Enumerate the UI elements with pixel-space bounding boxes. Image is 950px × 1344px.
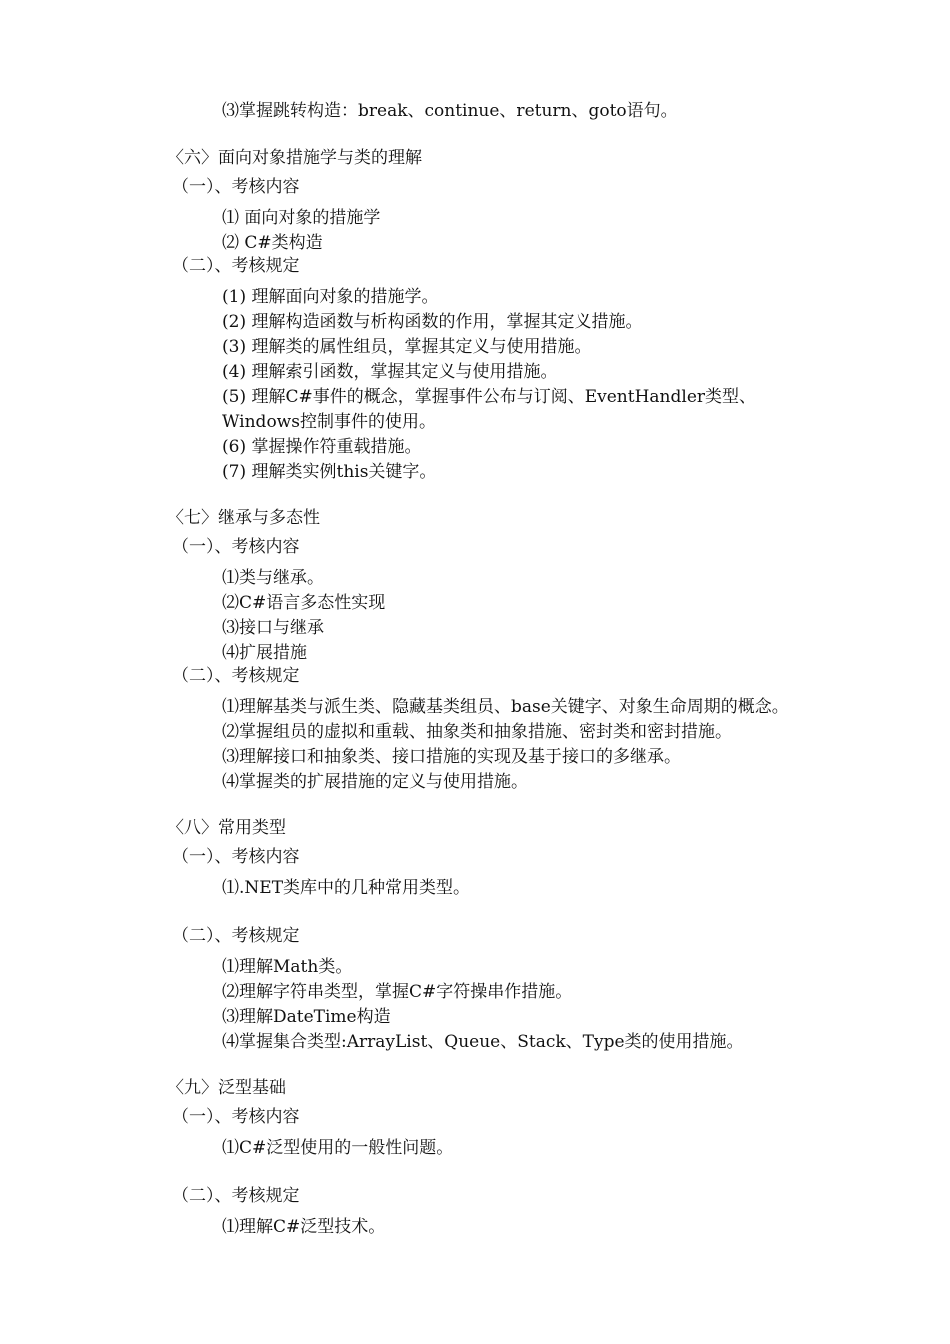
sec6-content-item: ⑴ 面向对象的措施学 [222, 208, 381, 228]
sec8-title: 〈八〉常用类型 [167, 818, 286, 838]
sec7-req-item: ⑵掌握组员的虚拟和重载、抽象类和抽象措施、密封类和密封措施。 [222, 722, 732, 742]
sec5-item-3: ⑶掌握跳转构造：break、continue、return、goto语句。 [222, 101, 678, 121]
sec6-req-item: (7) 理解类实例this关键字。 [222, 462, 437, 482]
sec7-content-item: ⑶接口与继承 [222, 618, 324, 638]
sec6-subheading-reqs: （二）、考核规定 [172, 256, 300, 276]
sec6-req-item: (2) 理解构造函数与析构函数的作用，掌握其定义措施。 [222, 312, 643, 332]
sec7-subheading-content: （一）、考核内容 [172, 537, 300, 557]
sec6-req-item: (1) 理解面向对象的措施学。 [222, 287, 439, 307]
sec6-req-item: (6) 掌握操作符重载措施。 [222, 437, 422, 457]
sec6-subheading-content: （一）、考核内容 [172, 177, 300, 197]
sec8-req-item: ⑷掌握集合类型:ArrayList、Queue、Stack、Type类的使用措施。 [222, 1032, 744, 1052]
sec9-subheading-reqs: （二）、考核规定 [172, 1186, 300, 1206]
sec9-subheading-content: （一）、考核内容 [172, 1107, 300, 1127]
sec7-req-item: ⑴理解基类与派生类、隐藏基类组员、base关键字、对象生命周期的概念。 [222, 697, 789, 717]
sec6-req-item: (3) 理解类的属性组员，掌握其定义与使用措施。 [222, 337, 592, 357]
sec7-req-item: ⑷掌握类的扩展措施的定义与使用措施。 [222, 772, 528, 792]
sec8-req-item: ⑴理解Math类。 [222, 957, 353, 977]
sec7-content-item: ⑵C#语言多态性实现 [222, 593, 386, 613]
sec7-title: 〈七〉继承与多态性 [167, 508, 320, 528]
sec7-subheading-reqs: （二）、考核规定 [172, 666, 300, 686]
sec7-content-item: ⑴类与继承。 [222, 568, 324, 588]
sec9-content-item: ⑴C#泛型使用的一般性问题。 [222, 1138, 454, 1158]
sec6-req-item-cont: Windows控制事件的使用。 [222, 412, 436, 432]
sec7-req-item: ⑶理解接口和抽象类、接口措施的实现及基于接口的多继承。 [222, 747, 681, 767]
sec9-req-item: ⑴理解C#泛型技术。 [222, 1217, 386, 1237]
sec6-req-item: (4) 理解索引函数，掌握其定义与使用措施。 [222, 362, 558, 382]
sec8-req-item: ⑶理解DateTime构造 [222, 1007, 391, 1027]
sec8-req-item: ⑵理解字符串类型，掌握C#字符操串作措施。 [222, 982, 573, 1002]
sec6-req-item: (5) 理解C#事件的概念，掌握事件公布与订阅、EventHandler类型、 [222, 387, 757, 407]
sec8-content-item: ⑴.NET类库中的几种常用类型。 [222, 878, 471, 898]
sec9-title: 〈九〉泛型基础 [167, 1078, 286, 1098]
sec7-content-item: ⑷扩展措施 [222, 643, 307, 663]
sec6-content-item: ⑵ C#类构造 [222, 233, 323, 253]
sec8-subheading-content: （一）、考核内容 [172, 847, 300, 867]
sec8-subheading-reqs: （二）、考核规定 [172, 926, 300, 946]
sec6-title: 〈六〉面向对象措施学与类的理解 [167, 148, 422, 168]
